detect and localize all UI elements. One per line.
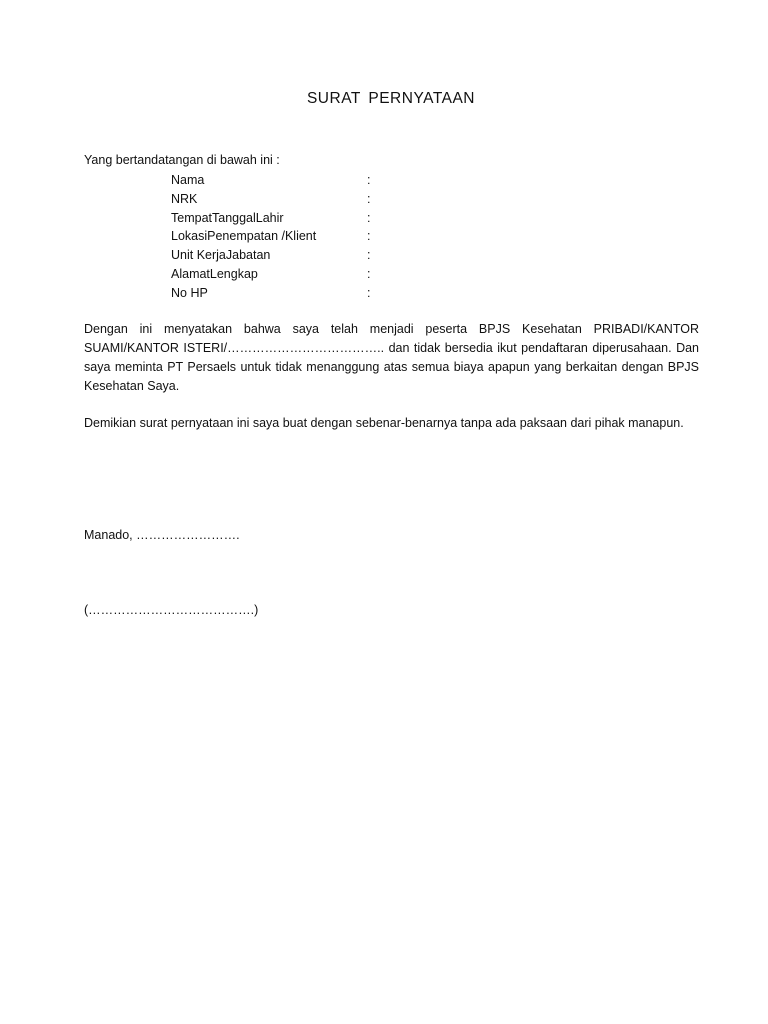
field-row-nama bbox=[171, 171, 391, 190]
field-colon: : bbox=[367, 229, 371, 244]
signature-line: (………………………………….) bbox=[84, 603, 259, 617]
field-label: TempatTanggalLahir bbox=[171, 210, 284, 225]
field-label: No HP bbox=[171, 285, 208, 300]
field-row-lokasi-penempatan bbox=[171, 227, 391, 246]
identity-fields bbox=[171, 171, 391, 303]
field-colon: : bbox=[367, 285, 371, 300]
document-title: SURAT PERNYATAAN bbox=[306, 90, 476, 107]
field-row-alamat-lengkap bbox=[171, 265, 391, 284]
field-label: LokasiPenempatan /Klient bbox=[171, 229, 317, 244]
field-colon: : bbox=[367, 266, 371, 281]
statement-paragraph: Dengan ini menyatakan bahwa saya telah menjadi peserta BPJS Kesehatan PRIBADI/KANTOR SUAMI/KANTOR ISTERI/……………………………….. dan tidak bersedia ikut pendaftaran diperusahaan. Dan saya meminta PT Persaels untuk tidak menanggung atas semua biaya apapun yang berkaitan dengan BPJS Kesehatan Saya. bbox=[84, 322, 699, 393]
field-colon: : bbox=[367, 173, 371, 187]
place-date-line: Manado, ……………………. bbox=[84, 528, 240, 542]
field-label: AlamatLengkap bbox=[171, 266, 258, 281]
closing-paragraph: Demikian surat pernyataan ini saya buat dengan sebenar-benarnya tanpa ada paksaan dari pihak manapun. bbox=[84, 416, 684, 430]
field-row-tempat-tanggal-lahir bbox=[171, 209, 391, 228]
field-colon: : bbox=[367, 248, 371, 263]
intro-text: Yang bertandatangan di bawah ini : bbox=[84, 153, 280, 167]
field-colon: : bbox=[367, 191, 371, 206]
field-row-no-hp bbox=[171, 284, 391, 303]
field-label: NRK bbox=[171, 191, 198, 206]
field-colon: : bbox=[367, 210, 371, 225]
field-label: Unit KerjaJabatan bbox=[171, 248, 271, 263]
field-label: Nama bbox=[171, 173, 205, 187]
field-row-nrk bbox=[171, 190, 391, 209]
field-row-unit-kerja-jabatan bbox=[171, 246, 391, 265]
